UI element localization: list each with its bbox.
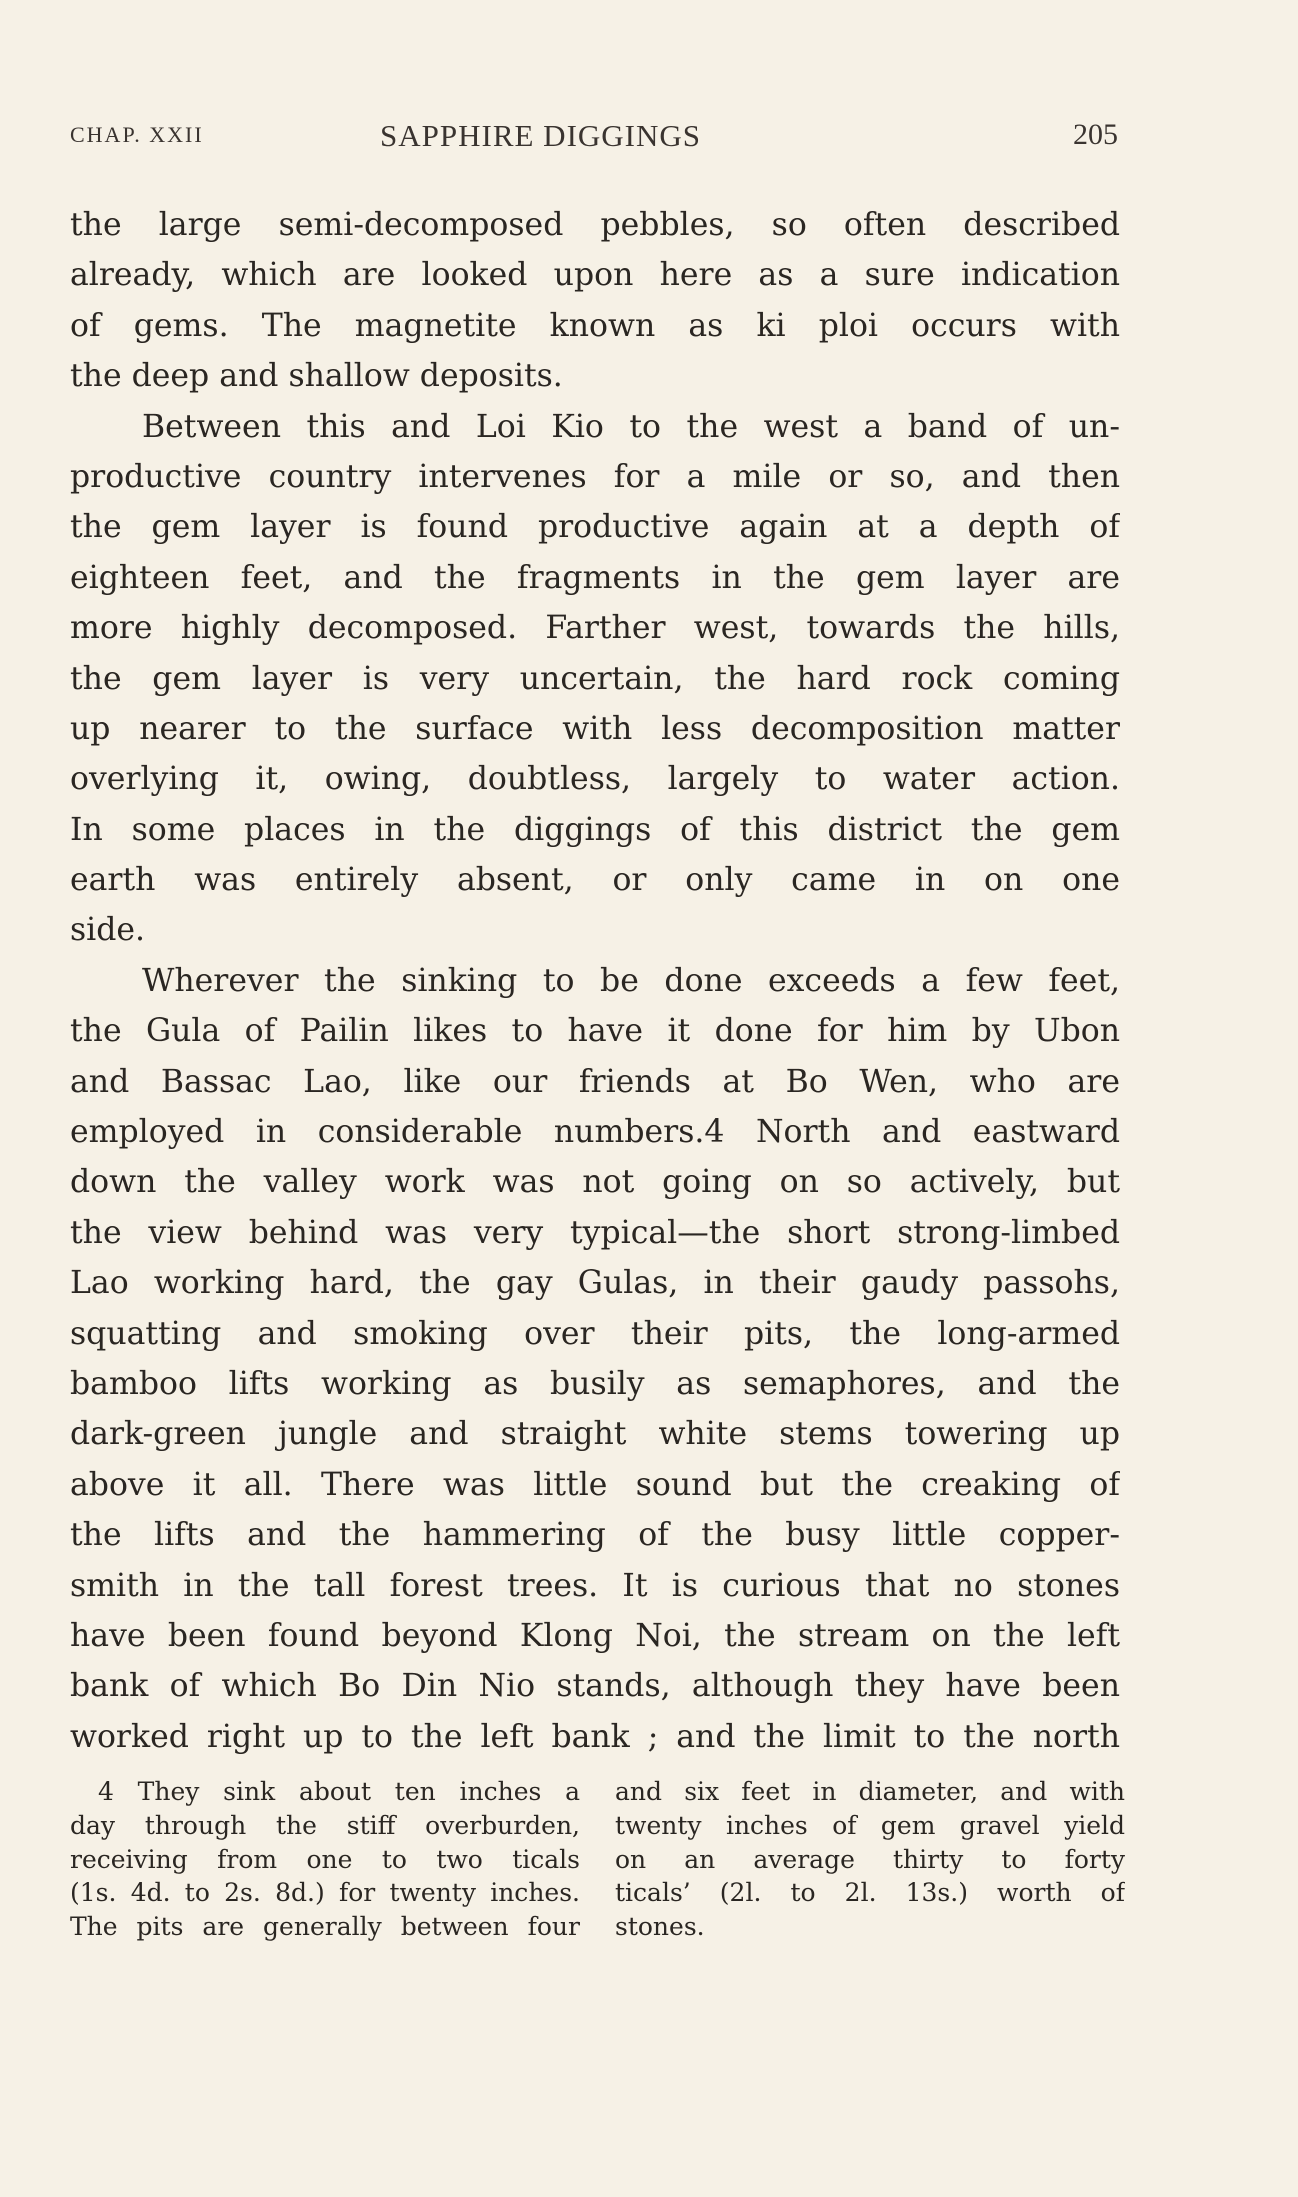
text-line: of gems. The magnetite known as ki ploi occurs with xyxy=(70,307,1120,344)
text-line: Lao working hard, the gay Gulas, in their gaudy passohs, xyxy=(70,1265,1120,1302)
footnote-line: The pits are generally between four xyxy=(70,1912,580,1942)
text-line: earth was entirely absent, or only came in on one xyxy=(70,862,1120,899)
text-line: more highly decomposed. Farther west, towards the hills, xyxy=(70,610,1120,647)
text-line: already, which are looked upon here as a sure indication xyxy=(70,257,1120,294)
text-line: down the valley work was not going on so actively, but xyxy=(70,1164,1120,1201)
footnote-line: and six feet in diameter, and with xyxy=(615,1777,1125,1806)
body-text xyxy=(70,200,1120,1762)
text-line: have been found beyond Klong Noi, the stream on the left xyxy=(70,1617,1120,1654)
text-line: dark-green jungle and straight white stems towering up xyxy=(70,1416,1120,1453)
text-line: above it all. There was little sound but the creaking of xyxy=(70,1466,1120,1503)
text-line: the lifts and the hammering of the busy little copper- xyxy=(70,1517,1120,1554)
text-line: bamboo lifts working as busily as semaphores, and the xyxy=(70,1365,1120,1402)
text-line: side. xyxy=(70,912,146,949)
text-line: up nearer to the surface with less decomposition matter xyxy=(70,710,1120,747)
text-line: the gem layer is very uncertain, the hard rock coming xyxy=(70,660,1120,697)
text-line: smith in the tall forest trees. It is curious that no stones xyxy=(70,1567,1120,1604)
text-line: the deep and shallow deposits. xyxy=(70,358,563,395)
running-head xyxy=(70,118,1118,158)
footnote-line: ticals’ (2l. to 2l. 13s.) worth of xyxy=(615,1878,1125,1908)
footnote-line: 4 They sink about ten inches a xyxy=(98,1777,580,1806)
footnote-line: day through the stiff overburden, xyxy=(70,1810,580,1840)
text-line: squatting and smoking over their pits, the long-armed xyxy=(70,1315,1120,1352)
text-line-with-footnote-ref: employed in considerable numbers.4 North and eastward xyxy=(70,1114,1120,1151)
text-line: Wherever the sinking to be done exceeds a few feet, xyxy=(142,962,1120,999)
footnote-line: on an average thirty to forty xyxy=(615,1844,1125,1874)
text-line: and Bassac Lao, like our friends at Bo Wen, who are xyxy=(70,1063,1120,1100)
footnote-line: stones. xyxy=(615,1912,705,1942)
footnote-line: receiving from one to two ticals xyxy=(70,1844,580,1874)
footnote xyxy=(70,1775,1125,1975)
text-line: overlying it, owing, doubtless, largely to water action. xyxy=(70,761,1120,798)
text-line: In some places in the diggings of this district the gem xyxy=(70,811,1120,848)
text-line: the gem layer is found productive again at a depth of xyxy=(70,509,1120,546)
text-line: worked right up to the left bank ; and the limit to the north xyxy=(70,1718,1120,1755)
footnote-column-left xyxy=(70,1775,580,1944)
page-number: 205 xyxy=(1073,118,1118,151)
text-line: Between this and Loi Kio to the west a band of un- xyxy=(142,408,1120,445)
chapter-label: CHAP. XXII xyxy=(70,122,204,147)
footnote-column-right xyxy=(615,1775,1125,1944)
footnote-line: twenty inches of gem gravel yield xyxy=(615,1810,1125,1840)
text-line: bank of which Bo Din Nio stands, although they have been xyxy=(70,1668,1120,1705)
footnote-line: (1s. 4d. to 2s. 8d.) for twenty inches. xyxy=(70,1878,580,1908)
text-line: eighteen feet, and the fragments in the gem layer are xyxy=(70,559,1120,596)
text-line: the view behind was very typical—the short strong-limbed xyxy=(70,1214,1120,1251)
text-line: the Gula of Pailin likes to have it done for him by Ubon xyxy=(70,1013,1120,1050)
text-line: the large semi-decomposed pebbles, so often described xyxy=(70,207,1120,243)
page-title: SAPPHIRE DIGGINGS xyxy=(380,118,702,153)
text-line: productive country intervenes for a mile or so, and then xyxy=(70,458,1120,495)
